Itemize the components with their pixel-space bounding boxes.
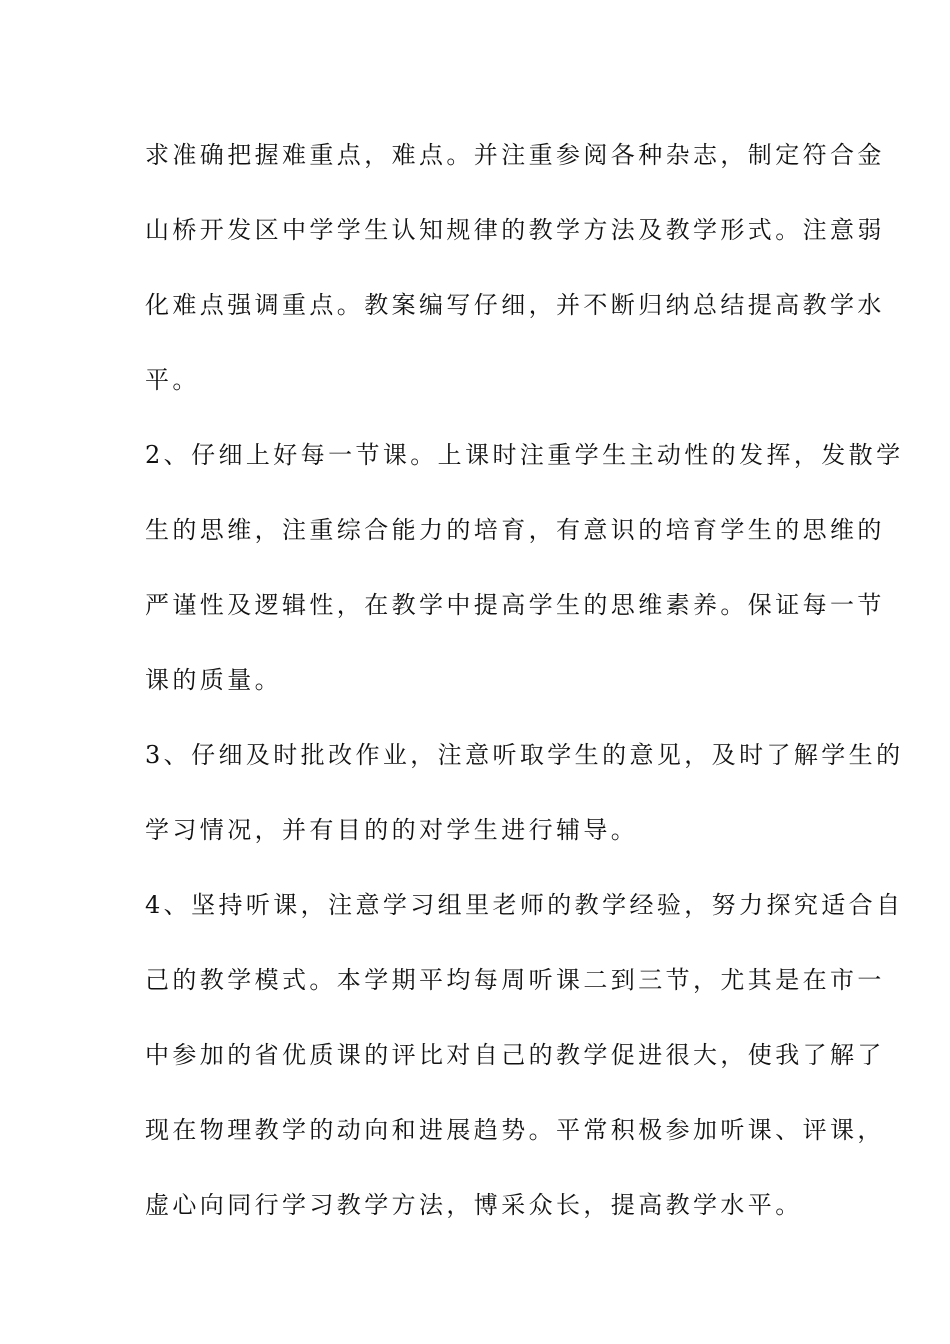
text-line-13: 中参加的省优质课的评比对自己的教学促进很大，使我了解了 <box>145 1041 885 1069</box>
text-line-14: 现在物理教学的动向和进展趋势。平常积极参加听课、评课， <box>145 1116 885 1144</box>
text-line-15: 虚心向同行学习教学方法，博采众长，提高教学水平。 <box>145 1191 803 1219</box>
text-line-6: 生的思维，注重综合能力的培育，有意识的培育学生的思维的 <box>145 516 885 544</box>
text-line-12: 己的教学模式。本学期平均每周听课二到三节，尤其是在市一 <box>145 966 885 994</box>
text-line-5: 2、仔细上好每一节课。上课时注重学生主动性的发挥，发散学 <box>145 441 904 469</box>
text-line-3: 化难点强调重点。教案编写仔细，并不断归纳总结提高教学水 <box>145 291 885 319</box>
text-line-7: 严谨性及逻辑性，在教学中提高学生的思维素养。保证每一节 <box>145 591 885 619</box>
text-line-9: 3、仔细及时批改作业，注意听取学生的意见，及时了解学生的 <box>145 741 904 769</box>
text-line-2: 山桥开发区中学学生认知规律的教学方法及教学形式。注意弱 <box>145 216 885 244</box>
text-line-4: 平。 <box>145 366 200 394</box>
text-line-1: 求准确把握难重点，难点。并注重参阅各种杂志，制定符合金 <box>145 141 885 169</box>
text-line-11: 4、坚持听课，注意学习组里老师的教学经验，努力探究适合自 <box>145 891 904 919</box>
text-line-10: 学习情况，并有目的的对学生进行辅导。 <box>145 816 639 844</box>
text-line-8: 课的质量。 <box>145 666 282 694</box>
